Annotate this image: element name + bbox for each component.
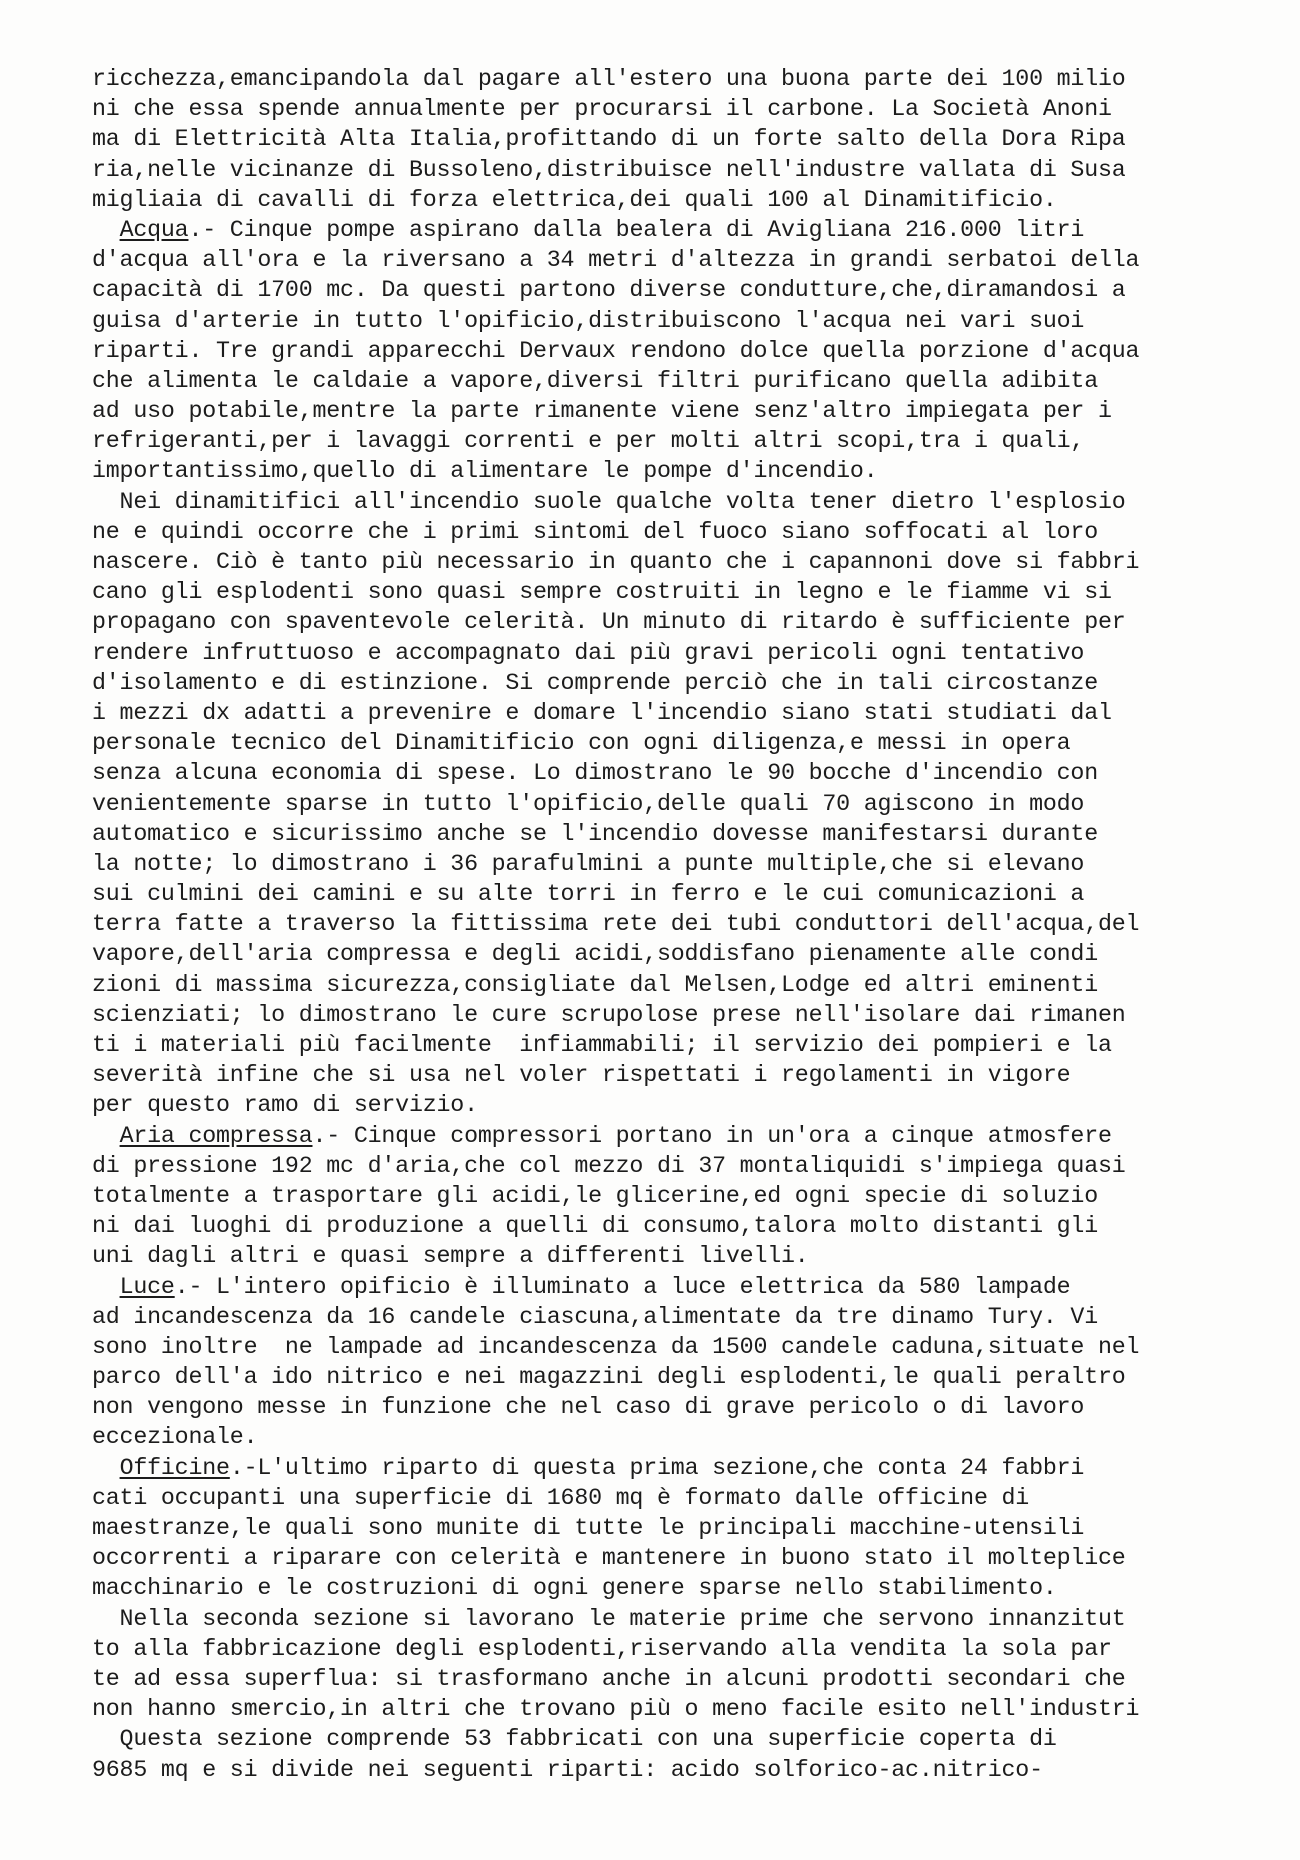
section-text: .-L'ultimo riparto di questa prima sezione,che conta 24 fabbri [229,1454,1085,1481]
text-line: terra fatte a traverso la fittissima rete dei tubi conduttori dell'acqua,del [92,911,1140,938]
text-line: per questo ramo di servizio. [92,1092,478,1119]
text-line: vapore,dell'aria compressa e degli acidi,soddisfano pienamente alle condi [92,941,1098,968]
section-text: .- L'intero opificio è illuminato a luce elettrica da 580 lampade [174,1273,1071,1300]
text-line: refrigeranti,per i lavaggi correnti e per molti altri scopi,tra i quali, [92,428,1085,455]
text-line: personale tecnico del Dinamitificio con ogni diligenza,e messi in opera [92,730,1071,757]
text-line: Nei dinamitifici all'incendio suole qualche volta tener dietro l'esplosio [92,488,1126,515]
text-line: ti i materiali più facilmente infiammabili; il servizio dei pompieri e la [92,1032,1112,1058]
text-line: 9685 mq e si divide nei seguenti riparti: acido solforico-ac.nitrico- [92,1756,1043,1783]
text-line: venientemente sparse in tutto l'opificio,delle quali 70 agiscono in modo [92,790,1085,817]
text-line: d'isolamento e di estinzione. Si comprende perciò che in tali circostanze [92,669,1098,696]
text-line: che alimenta le caldaie a vapore,diversi filtri purificano quella adibita [92,367,1098,394]
text-line: automatico e sicurissimo anche se l'incendio dovesse manifestarsi durante [92,820,1098,847]
text-line: ne e quindi occorre che i primi sintomi del fuoco siano soffocati al loro [92,518,1098,545]
text-line: Questa sezione comprende 53 fabbricati con una superficie coperta di [92,1726,1057,1753]
text-line: ad incandescenza da 16 candele ciascuna,alimentate da tre dinamo Tury. Vi [92,1303,1098,1330]
text-line: te ad essa superflua: si trasformano anche in alcuni prodotti secondari che [92,1665,1126,1692]
text-line: la notte; lo dimostrano i 36 parafulmini a punte multiple,che si elevano [92,850,1085,877]
text-line: sono inoltre ne lampade ad incandescenza da 1500 candele caduna,situate nel [92,1333,1140,1360]
text-line: parco dell'a ido nitrico e nei magazzini degli esplodenti,le quali peraltro [92,1364,1126,1391]
text-line: occorrenti a riparare con celerità e mantenere in buono stato il molteplice [92,1545,1126,1572]
text-line: senza alcuna economia di spese. Lo dimostrano le 90 bocche d'incendio con [92,760,1098,787]
text-line: ni che essa spende annualmente per procurarsi il carbone. La Società Anoni [92,96,1112,123]
text-line: d'acqua all'ora e la riversano a 34 metri d'altezza in grandi serbatoi della [92,247,1140,274]
text-line: sui culmini dei camini e su alte torri in ferro e le cui comunicazioni a [92,881,1085,908]
text-line [92,1453,1272,1483]
text-line: severità infine che si usa nel voler rispettati i regolamenti in vigore [92,1062,1071,1089]
text-line: ni dai luoghi di produzione a quelli di consumo,talora molto distanti gli [92,1213,1098,1240]
section-heading: Luce [119,1273,175,1300]
text-line: propagano con spaventevole celerità. Un minuto di ritardo è sufficiente per [92,609,1126,636]
text-line: ma di Elettricità Alta Italia,profittando di un forte salto della Dora Ripa [92,126,1126,153]
text-line: totalmente a trasportare gli acidi,le glicerine,ed ogni specie di soluzio [92,1182,1098,1209]
text-line: riparti. Tre grandi apparecchi Dervaux rendono dolce quella porzione d'acqua [92,337,1140,364]
text-line [92,1121,1272,1151]
text-line: ricchezza,emancipandola dal pagare all'estero una buona parte dei 100 milio [92,66,1126,92]
text-line [92,1272,1272,1302]
text-line: ad uso potabile,mentre la parte rimanente viene senz'altro impiegata per i [92,398,1112,425]
text-line [92,215,1272,245]
text-line: non hanno smercio,in altri che trovano più o meno facile esito nell'industri [92,1696,1140,1723]
text-line: di pressione 192 mc d'aria,che col mezzo di 37 montaliquidi s'impiega quasi [92,1152,1126,1179]
text-line: migliaia di cavalli di forza elettrica,dei quali 100 al Dinamitificio. [92,186,1057,213]
text-line: rendere infruttuoso e accompagnato dai più gravi pericoli ogni tentativo [92,639,1085,666]
text-line: guisa d'arterie in tutto l'opificio,distribuiscono l'acqua nei vari suoi [92,307,1085,334]
section-heading: Officine [119,1454,230,1481]
page-body-text [92,64,1272,1785]
section-text: .- Cinque compressori portano in un'ora a cinque atmosfere [312,1122,1112,1149]
text-line: ria,nelle vicinanze di Bussoleno,distribuisce nell'industre vallata di Susa [92,156,1126,183]
text-line: importantissimo,quello di alimentare le pompe d'incendio. [92,458,878,485]
text-line: zioni di massima sicurezza,consigliate dal Melsen,Lodge ed altri eminenti [92,971,1098,998]
text-line: nascere. Ciò è tanto più necessario in quanto che i capannoni dove si fabbri [92,549,1140,575]
text-line: eccezionale. [92,1424,258,1451]
section-text: .- Cinque pompe aspirano dalla bealera di Avigliana 216.000 litri [188,216,1085,243]
text-line: cano gli esplodenti sono quasi sempre costruiti in legno e le fiamme vi si [92,579,1112,606]
text-line: cati occupanti una superficie di 1680 mq è formato dalle officine di [92,1484,1030,1511]
text-line: capacità di 1700 mc. Da questi partono diverse condutture,che,diramandosi a [92,277,1126,304]
text-line: macchinario e le costruzioni di ogni genere sparse nello stabilimento. [92,1575,1057,1602]
text-line: i mezzi dx adatti a prevenire e domare l'incendio siano stati studiati dal [92,699,1112,726]
section-heading: Acqua [119,216,189,243]
text-line: non vengono messe in funzione che nel caso di grave pericolo o di lavoro [92,1394,1085,1421]
text-line: uni dagli altri e quasi sempre a differenti livelli. [92,1243,809,1270]
text-line: maestranze,le quali sono munite di tutte le principali macchine-utensili [92,1515,1085,1541]
text-line: scienziati; lo dimostrano le cure scrupolose prese nell'isolare dai rimanen [92,1001,1126,1028]
text-line: to alla fabbricazione degli esplodenti,riservando alla vendita la sola par [92,1635,1112,1662]
section-heading: Aria compressa [119,1122,313,1149]
text-line: Nella seconda sezione si lavorano le materie prime che servono innanzitut [92,1605,1126,1632]
